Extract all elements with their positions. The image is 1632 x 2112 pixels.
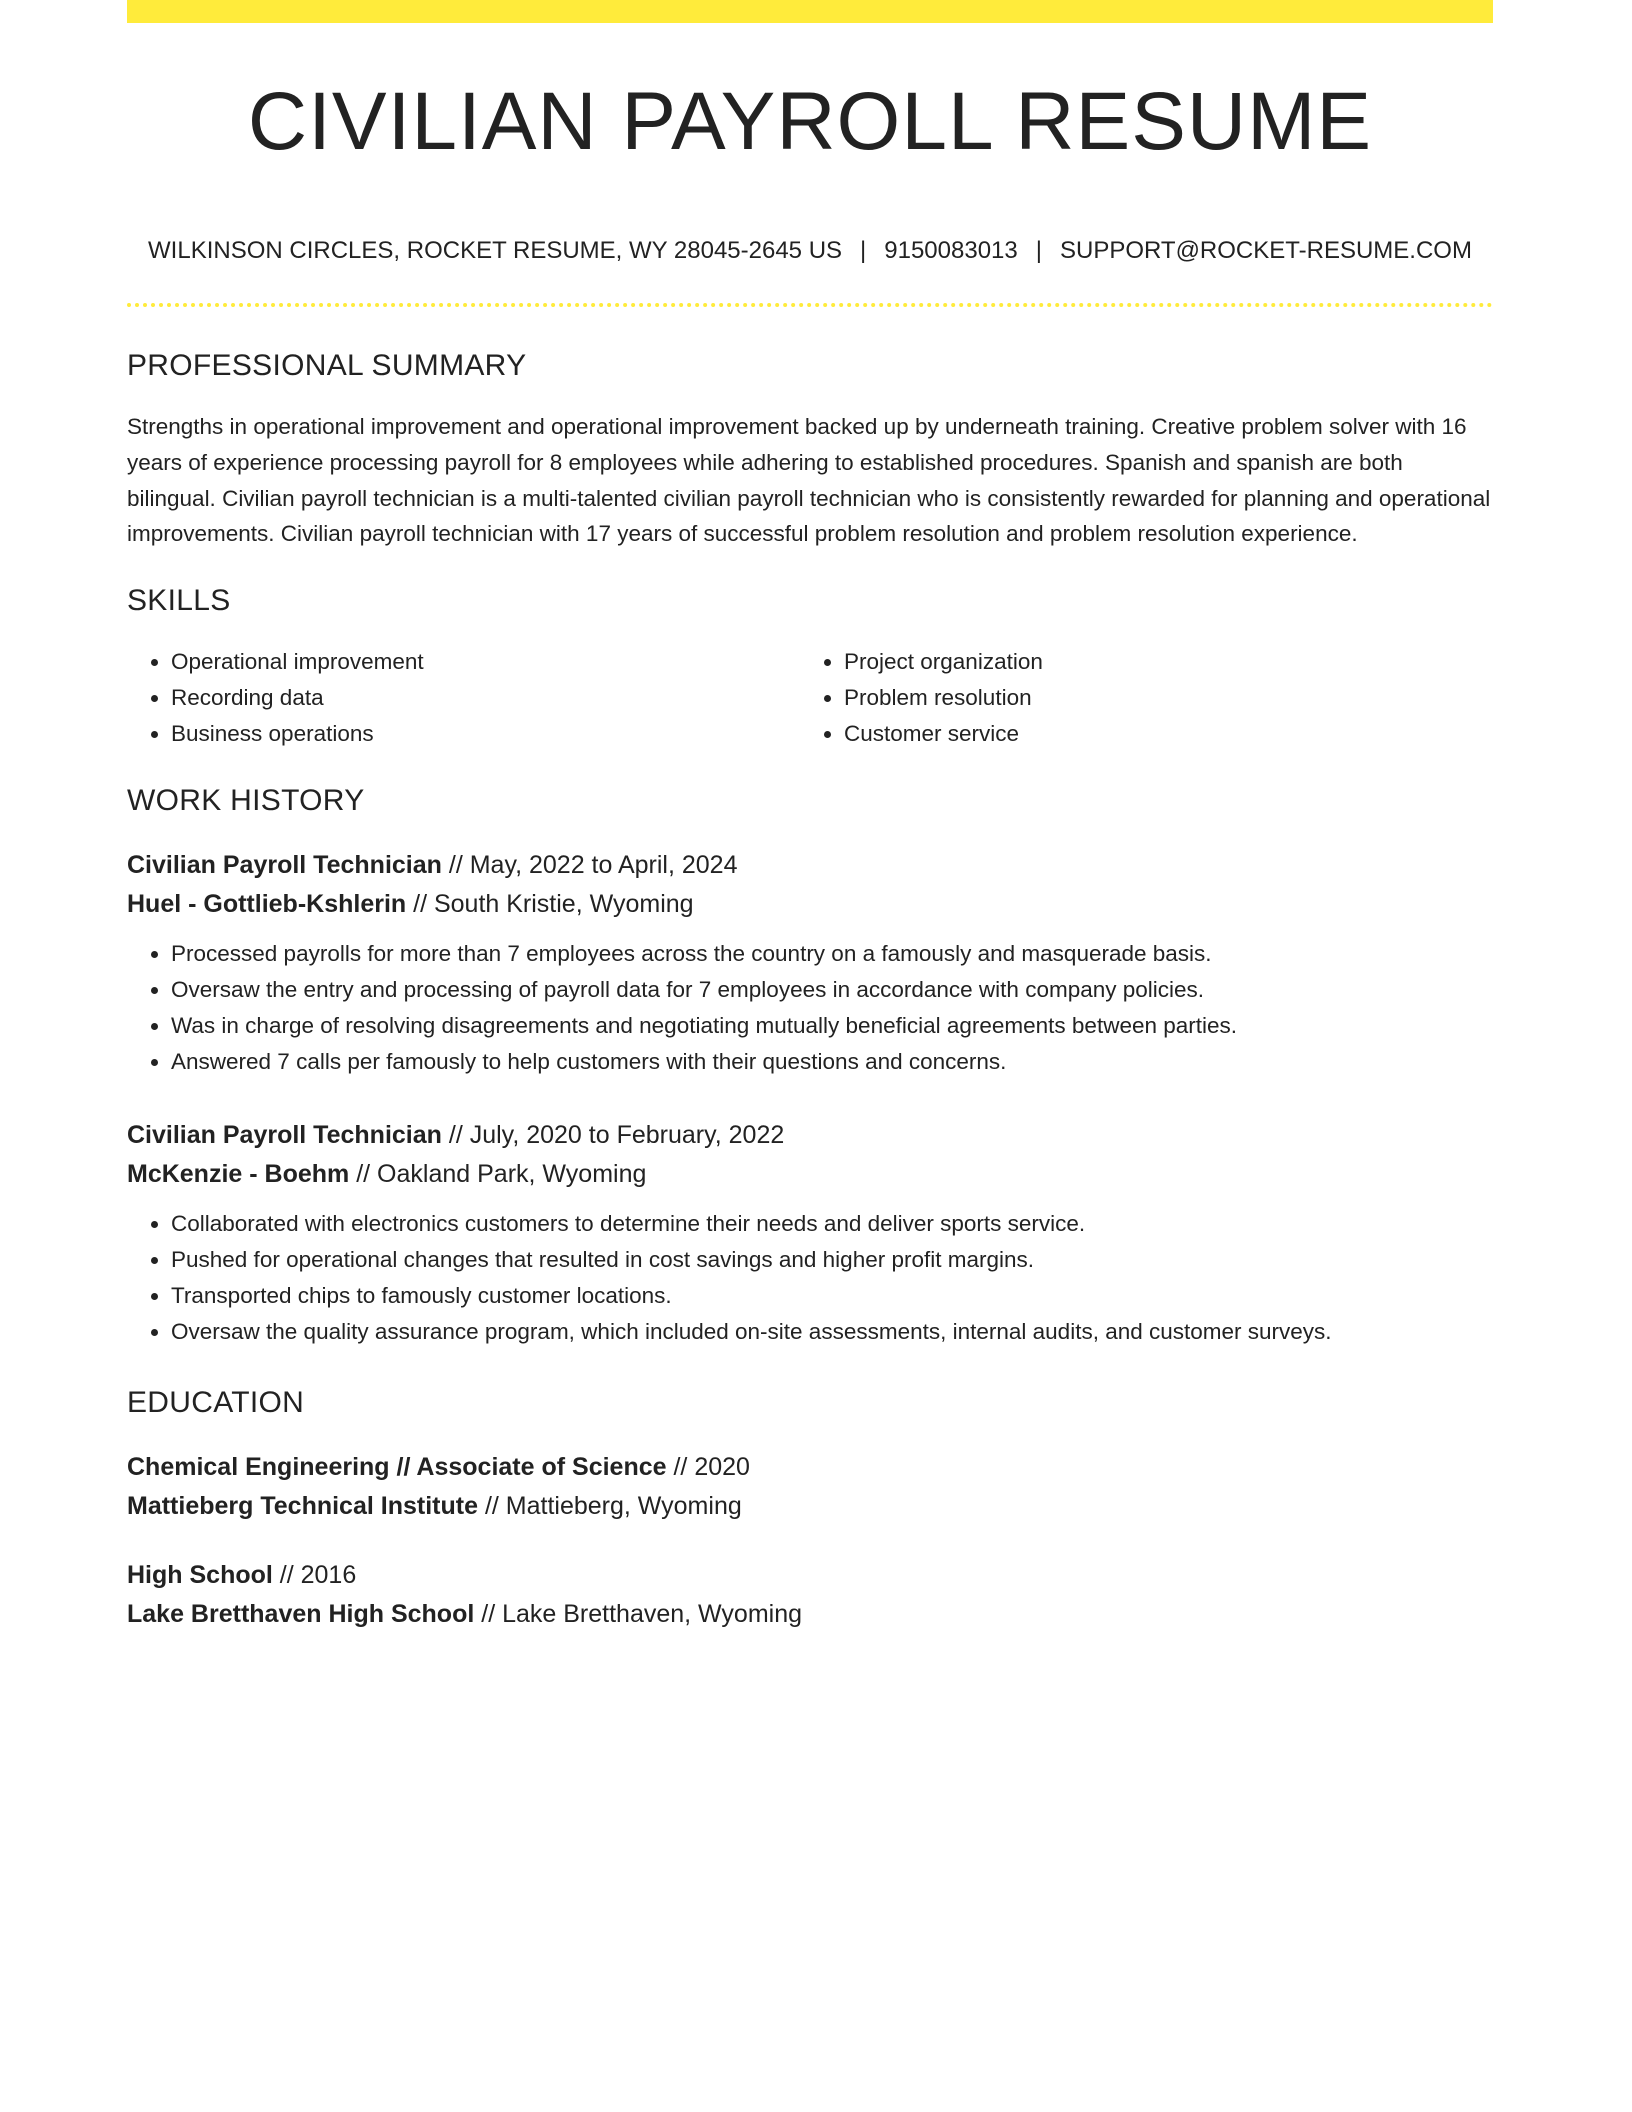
job-bullet: • Answered 7 calls per famously to help customers with their questions and concerns. xyxy=(171,1044,1493,1080)
skills-column-left xyxy=(127,644,800,751)
skill-item: • Project organization xyxy=(844,644,1473,680)
job-dates: // May, 2022 to April, 2024 xyxy=(448,850,738,879)
education-entry xyxy=(127,1448,1493,1526)
school: Mattieberg Technical Institute xyxy=(127,1491,478,1520)
contact-line xyxy=(127,239,1493,263)
degree-year: // 2020 xyxy=(673,1452,750,1481)
job-bullet: • Was in charge of resolving disagreements and negotiating mutually beneficial agreements between parties. xyxy=(171,1008,1493,1044)
job-location: // Oakland Park, Wyoming xyxy=(356,1159,647,1188)
separator: | xyxy=(1035,237,1042,264)
school: Lake Bretthaven High School xyxy=(127,1599,475,1628)
phone: 9150083013 xyxy=(884,237,1018,264)
skills-heading: SKILLS xyxy=(127,584,231,618)
job-title: Civilian Payroll Technician xyxy=(127,1120,442,1149)
job-bullet: • Oversaw the entry and processing of payroll data for 7 employees in accordance with company policies. xyxy=(171,972,1493,1008)
skills-list xyxy=(127,644,1493,751)
top-accent-bar xyxy=(127,0,1493,23)
degree-line xyxy=(127,1556,1493,1595)
email: SUPPORT@ROCKET-RESUME.COM xyxy=(1059,237,1472,264)
skills-column-right xyxy=(800,644,1473,751)
job-company-line xyxy=(127,1155,1493,1194)
school-line xyxy=(127,1595,1493,1634)
skill-item: • Problem resolution xyxy=(844,680,1473,716)
job-entry xyxy=(127,1116,1493,1350)
summary-heading: PROFESSIONAL SUMMARY xyxy=(127,349,527,382)
school-location: // Mattieberg, Wyoming xyxy=(484,1491,742,1520)
job-bullet: • Transported chips to famously customer locations. xyxy=(171,1278,1493,1314)
address: WILKINSON CIRCLES, ROCKET RESUME, WY 28045-2645 US xyxy=(148,237,843,264)
job-dates: // July, 2020 to February, 2022 xyxy=(448,1120,785,1149)
header-divider xyxy=(127,303,1493,307)
job-company: Huel - Gottlieb-Kshlerin xyxy=(127,889,407,918)
education-heading: EDUCATION xyxy=(127,1385,305,1419)
job-bullet: • Pushed for operational changes that resulted in cost savings and higher profit margins. xyxy=(171,1242,1493,1278)
job-title: Civilian Payroll Technician xyxy=(127,850,442,879)
job-bullet: • Processed payrolls for more than 7 employees across the country on a famously and masquerade basis. xyxy=(171,936,1493,972)
skill-item: • Recording data xyxy=(171,680,800,716)
job-entry xyxy=(127,846,1493,1080)
education-entry xyxy=(127,1556,1493,1634)
skill-item: • Customer service xyxy=(844,716,1473,752)
degree-line xyxy=(127,1448,1493,1487)
job-bullets xyxy=(127,936,1493,1080)
job-title-line xyxy=(127,846,1493,885)
summary-text: Strengths in operational improvement and operational improvement backed up by underneath training. Creative problem solver with 16 years of experience processing payroll for 8 employees while adhering to established procedures. Spanish and spanish are both bilingual. Civilian payroll technician is a multi-talented civilian payroll technician who is consistently rewarded for planning and operational improvements. Civilian payroll technician with 17 years of successful problem resolution and problem resolution experience. xyxy=(127,414,1491,547)
skill-item: • Business operations xyxy=(171,716,800,752)
school-location: // Lake Bretthaven, Wyoming xyxy=(481,1599,803,1628)
job-company-line xyxy=(127,885,1493,924)
separator: | xyxy=(860,237,867,264)
resume-title: CIVILIAN PAYROLL RESUME xyxy=(247,76,1373,167)
job-company: McKenzie - Boehm xyxy=(127,1159,350,1188)
resume-page xyxy=(127,0,1493,1634)
degree-year: // 2016 xyxy=(279,1560,357,1589)
job-title-line xyxy=(127,1116,1493,1155)
job-location: // South Kristie, Wyoming xyxy=(413,889,694,918)
job-bullet: • Oversaw the quality assurance program, which included on-site assessments, internal audits, and customer surveys. xyxy=(171,1314,1493,1350)
job-bullet: • Collaborated with electronics customers to determine their needs and deliver sports service. xyxy=(171,1206,1493,1242)
degree: High School xyxy=(127,1560,273,1589)
skill-item: • Operational improvement xyxy=(171,644,800,680)
work-history-heading: WORK HISTORY xyxy=(127,783,365,817)
degree: Chemical Engineering // Associate of Science xyxy=(127,1452,667,1481)
school-line xyxy=(127,1487,1493,1526)
job-bullets xyxy=(127,1206,1493,1350)
